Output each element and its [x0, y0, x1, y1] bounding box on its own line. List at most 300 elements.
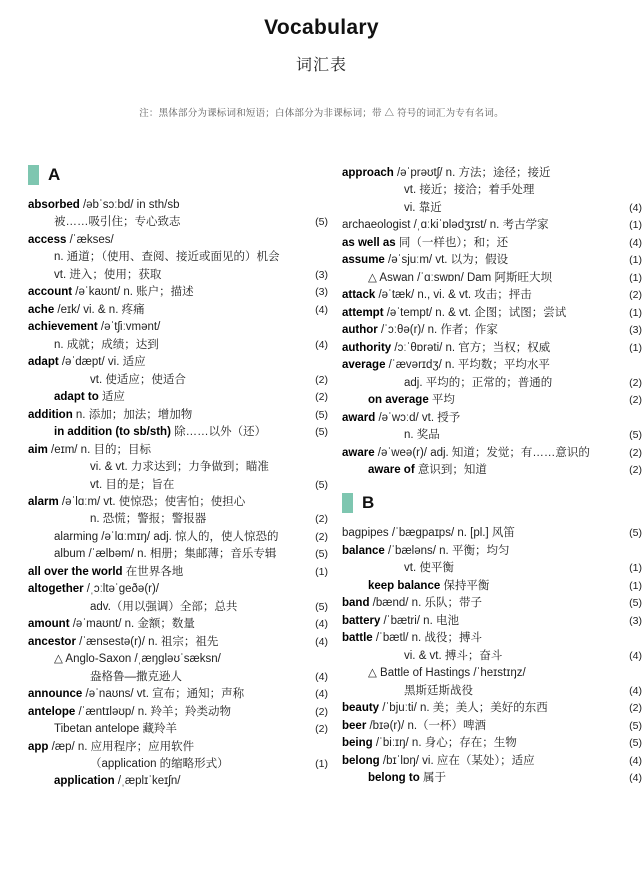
- entry-definition: /ˈækses/: [66, 233, 114, 246]
- entry-text: [342, 525, 620, 542]
- vocabulary-entry: [342, 305, 642, 322]
- entry-headword: belong: [342, 754, 380, 767]
- entry-text: [90, 599, 306, 616]
- entry-definition: /əbˈsɔːbd/ in sth/sb: [79, 199, 180, 211]
- entry-definition: 属于: [419, 772, 446, 784]
- entry-unit-number: (1): [629, 579, 642, 592]
- entry-definition: n. 添加；加法；增加物: [72, 408, 193, 421]
- entry-headword: award: [342, 411, 376, 424]
- entry-definition: 适应: [98, 391, 125, 404]
- entry-headword: absorbed: [28, 199, 80, 211]
- entry-text: [54, 337, 306, 354]
- entry-definition: album /ˈælbəm/ n. 相册；集邮薄；音乐专辑: [54, 548, 277, 561]
- entry-definition: n. 通道；（使用、查阅、接近或面见的）机会: [54, 251, 280, 264]
- entry-definition: /eɪm/ n. 目的；目标: [47, 443, 151, 456]
- entry-text: [90, 756, 306, 773]
- vocabulary-entry: [28, 197, 328, 214]
- entry-headword: altogether: [28, 583, 84, 596]
- entry-unit-number: (4): [629, 684, 642, 697]
- entry-text: [28, 581, 306, 598]
- entry-definition: △ Aswan /ˈɑːswɒn/ Dam 阿斯旺大坝: [368, 271, 552, 284]
- vocabulary-entry: [342, 770, 642, 787]
- entry-definition: /bɪə(r)/ n.（一杯）啤酒: [366, 719, 487, 732]
- entry-definition: /əˈsjuːm/ vt. 以为；假设: [384, 254, 509, 267]
- entry-definition: △ Battle of Hastings /ˈheɪstɪŋz/: [368, 667, 526, 680]
- section-letter: A: [48, 165, 61, 184]
- vocabulary-entry: [342, 427, 642, 444]
- vocabulary-entry: [342, 410, 642, 427]
- entry-headword: keep balance: [368, 579, 441, 592]
- entry-definition: alarming /əˈlɑːmɪŋ/ adj. 惊人的，使人惊恐的: [54, 530, 279, 543]
- entry-unit-number: (5): [629, 719, 642, 732]
- entry-text: [28, 634, 306, 651]
- vocabulary-entry: [28, 581, 328, 598]
- entry-definition: vt. 使适应；使适合: [90, 373, 186, 386]
- vocabulary-entry: [28, 214, 328, 231]
- vocabulary-entry: [28, 354, 328, 371]
- vocabulary-entry: [342, 200, 642, 217]
- entry-text: [404, 200, 620, 217]
- vocabulary-entry: [342, 648, 642, 665]
- entry-headword: ache: [28, 303, 55, 316]
- vocabulary-entry: [28, 651, 328, 668]
- entry-headword: alarm: [28, 495, 59, 508]
- entry-definition: 黑斯廷斯战役: [404, 684, 473, 697]
- entry-headword: band: [342, 597, 370, 610]
- entry-headword: attack: [342, 289, 376, 302]
- entry-headword: all over the world: [28, 565, 123, 578]
- entry-text: [54, 529, 306, 546]
- entry-definition: /ˈænsestə(r)/ n. 祖宗；祖先: [75, 635, 219, 648]
- entry-unit-number: (2): [315, 705, 328, 718]
- vocabulary-entry: [342, 392, 642, 409]
- entry-definition: 保持平衡: [440, 579, 490, 592]
- vocabulary-entry: [342, 525, 642, 542]
- vocabulary-entry: [342, 322, 642, 339]
- vocabulary-entry: [342, 235, 642, 252]
- column-left: [28, 165, 328, 791]
- vocabulary-entry: [342, 287, 642, 304]
- vocabulary-entry: [28, 529, 328, 546]
- entry-headword: beauty: [342, 702, 380, 715]
- entry-definition: /eɪk/ vi. & n. 疼痛: [54, 303, 145, 316]
- entry-text: [342, 217, 620, 234]
- entry-text: [368, 770, 620, 787]
- entry-text: [404, 683, 620, 700]
- vocabulary-entry: [28, 546, 328, 563]
- entry-unit-number: (2): [629, 463, 642, 476]
- vocabulary-entry: [342, 578, 642, 595]
- entry-text: [28, 319, 306, 336]
- vocabulary-entry: [28, 319, 328, 336]
- entry-unit-number: (1): [629, 254, 642, 267]
- entry-text: [54, 424, 306, 441]
- vocabulary-entry: [28, 704, 328, 721]
- entry-text: [54, 773, 306, 790]
- entry-unit-number: (2): [629, 289, 642, 302]
- entry-unit-number: (2): [315, 530, 328, 543]
- entry-headword: access: [28, 233, 67, 246]
- entry-unit-number: (2): [315, 391, 328, 404]
- entry-definition: /ɔːˈθɒrəti/ n. 官方；当权；权威: [391, 341, 551, 354]
- entry-unit-number: (2): [315, 373, 328, 386]
- entry-unit-number: (5): [315, 426, 328, 439]
- entry-unit-number: (3): [629, 324, 642, 337]
- entry-unit-number: (5): [629, 737, 642, 750]
- vocabulary-entry: [342, 217, 642, 234]
- entry-unit-number: (2): [629, 446, 642, 459]
- entry-definition: vi. & vt. 搏斗；奋斗: [404, 649, 503, 662]
- vocabulary-entry: [342, 700, 642, 717]
- vocabulary-entry: [28, 721, 328, 738]
- entry-text: [342, 700, 620, 717]
- entry-headword: battery: [342, 614, 381, 627]
- entry-unit-number: (5): [315, 548, 328, 561]
- entry-text: [54, 249, 306, 266]
- entry-definition: 除……以外（还）: [170, 426, 267, 439]
- entry-definition: /əˈmaʊnt/ n. 金额；数量: [69, 618, 195, 631]
- entry-headword: app: [28, 740, 49, 753]
- page-subtitle: 词汇表: [295, 57, 347, 74]
- entry-definition: /ˈæntɪləʊp/ n. 羚羊；羚类动物: [75, 705, 231, 718]
- entry-text: [28, 442, 306, 459]
- entry-unit-number: (5): [315, 600, 328, 613]
- entry-text: [368, 578, 620, 595]
- entry-headword: average: [342, 359, 386, 372]
- entry-text: [342, 445, 620, 462]
- vocabulary-entry: [342, 340, 642, 357]
- vocabulary-entry: [28, 616, 328, 633]
- entry-definition: /ˈbæləns/ n. 平衡；均匀: [384, 544, 510, 557]
- entry-headword: adapt: [28, 356, 59, 369]
- entry-definition: /əˈwɔːd/ vt. 授予: [375, 411, 461, 424]
- entry-unit-number: (2): [629, 376, 642, 389]
- vocabulary-entry: [342, 560, 642, 577]
- entry-text: [54, 389, 306, 406]
- entry-list-right-b: [342, 525, 642, 787]
- entry-unit-number: (5): [315, 216, 328, 229]
- section-marker-icon: [28, 165, 39, 185]
- entry-definition: /əˈtæk/ n., vi. & vt. 攻击；抨击: [375, 289, 532, 302]
- entry-unit-number: (4): [315, 618, 328, 631]
- entry-text: [342, 735, 620, 752]
- entry-definition: /ˈbætri/ n. 电池: [380, 614, 459, 627]
- entry-headword: approach: [342, 167, 394, 179]
- vocabulary-entry: [342, 543, 642, 560]
- entry-headword: addition: [28, 408, 73, 421]
- entry-unit-number: (5): [315, 408, 328, 421]
- entry-text: [90, 669, 306, 686]
- vocabulary-entry: [28, 249, 328, 266]
- vocabulary-entry: [28, 389, 328, 406]
- entry-unit-number: (5): [629, 429, 642, 442]
- vocabulary-entry: [342, 182, 642, 199]
- entry-text: [404, 560, 620, 577]
- entry-text: [342, 543, 620, 560]
- entry-headword: authority: [342, 341, 392, 354]
- entry-text: [342, 410, 620, 427]
- entry-text: [342, 595, 620, 612]
- entry-text: [28, 354, 306, 371]
- entry-definition: /ˈævərɪdʒ/ n. 平均数；平均水平: [385, 359, 550, 372]
- entry-unit-number: (5): [315, 478, 328, 491]
- entry-text: [28, 494, 306, 511]
- entry-unit-number: (4): [315, 303, 328, 316]
- entry-text: [28, 739, 306, 756]
- entry-definition: vt. 目的是；旨在: [90, 478, 175, 491]
- entry-unit-number: (1): [629, 341, 642, 354]
- entry-unit-number: (4): [629, 236, 642, 249]
- entry-definition: 平均: [428, 394, 455, 407]
- entry-unit-number: (4): [315, 635, 328, 648]
- entry-text: [342, 252, 620, 269]
- entry-headword: beer: [342, 719, 367, 732]
- entry-text: [28, 686, 306, 703]
- vocabulary-entry: [342, 165, 642, 182]
- entry-definition: adv.（用以强调）全部；总共: [90, 600, 238, 613]
- entry-unit-number: (2): [315, 723, 328, 736]
- entry-definition: /əˈkaʊnt/ n. 账户；描述: [72, 286, 194, 299]
- vocabulary-entry: [28, 634, 328, 651]
- entry-text: [342, 753, 620, 770]
- vocabulary-entry: [342, 252, 642, 269]
- vocabulary-entry: [28, 337, 328, 354]
- entry-text: [342, 305, 620, 322]
- entry-definition: /əˈtʃiːvmənt/: [97, 321, 161, 334]
- entry-unit-number: (4): [629, 772, 642, 784]
- entry-headword: amount: [28, 618, 70, 631]
- entry-definition: vi. 靠近: [404, 201, 442, 214]
- entry-headword: aware of: [368, 463, 415, 476]
- entry-text: [368, 462, 620, 479]
- entry-headword: ancestor: [28, 635, 76, 648]
- entry-definition: n. 成就；成绩；达到: [54, 338, 159, 351]
- entry-text: [28, 302, 306, 319]
- vocabulary-entry: [28, 372, 328, 389]
- entry-unit-number: (3): [629, 614, 642, 627]
- entry-definition: /əˈdæpt/ vi. 适应: [58, 356, 146, 369]
- entry-text: [342, 322, 620, 339]
- vocabulary-entry: [28, 599, 328, 616]
- entry-definition: 在世界各地: [122, 565, 184, 578]
- entry-text: [54, 546, 306, 563]
- entry-text: [342, 235, 620, 252]
- entry-definition: 被……吸引住；专心致志: [54, 216, 181, 229]
- entry-definition: /ˌæplɪˈkeɪʃn/: [114, 775, 181, 788]
- entry-definition: vi. & vt. 力求达到；力争做到；瞄准: [90, 461, 269, 474]
- entry-headword: assume: [342, 254, 385, 267]
- vocabulary-entry: [28, 302, 328, 319]
- entry-text: [368, 665, 620, 682]
- entry-definition: /əˈlɑːm/ vt. 使惊恐；使害怕；使担心: [58, 495, 246, 508]
- entry-definition: 盎格鲁—撒克逊人: [90, 670, 182, 683]
- vocabulary-entry: [342, 613, 642, 630]
- vocabulary-page: [0, 16, 643, 894]
- vocabulary-entry: [342, 357, 642, 374]
- entry-definition: archaeologist /ˌɑːkiˈɒlədʒɪst/ n. 考古学家: [342, 219, 549, 232]
- vocabulary-entry: [28, 686, 328, 703]
- entry-unit-number: (2): [315, 513, 328, 526]
- entry-text: [404, 375, 620, 392]
- entry-unit-number: (4): [315, 688, 328, 701]
- entry-text: [368, 270, 620, 287]
- vocabulary-entry: [28, 494, 328, 511]
- entry-text: [90, 459, 306, 476]
- entry-headword: antelope: [28, 705, 76, 718]
- vocabulary-entry: [28, 459, 328, 476]
- entry-text: [342, 357, 620, 374]
- vocabulary-entry: [28, 669, 328, 686]
- entry-headword: being: [342, 737, 373, 750]
- entry-headword: as well as: [342, 236, 396, 249]
- entry-text: [28, 284, 306, 301]
- entry-unit-number: (2): [629, 394, 642, 407]
- vocabulary-entry: [28, 232, 328, 249]
- entry-definition: /əˈprəʊtʃ/ n. 方法；途径；接近: [393, 167, 551, 179]
- entry-definition: /əˈnaʊns/ vt. 宣布；通知；声称: [82, 688, 245, 701]
- entry-text: [90, 372, 306, 389]
- legend-note: 注：黑体部分为课标词和短语；白体部分为非课标词；带 △ 符号的词汇为专有名词。: [139, 108, 504, 119]
- entry-text: [90, 477, 306, 494]
- entry-definition: /əˈweə(r)/ adj. 知道；发觉；有……意识的: [374, 446, 590, 459]
- entry-text: [342, 630, 620, 647]
- entry-unit-number: (4): [315, 338, 328, 351]
- entry-headword: achievement: [28, 321, 98, 334]
- vocabulary-entry: [28, 756, 328, 773]
- entry-unit-number: (1): [629, 219, 642, 232]
- vocabulary-entry: [342, 270, 642, 287]
- entry-headword: aim: [28, 443, 48, 456]
- vocabulary-entry: [28, 564, 328, 581]
- entry-unit-number: (5): [629, 527, 642, 540]
- entry-headword: belong to: [368, 772, 420, 784]
- vocabulary-entry: [342, 665, 642, 682]
- entry-definition: 意识到；知道: [414, 463, 487, 476]
- vocabulary-entry: [28, 477, 328, 494]
- entry-definition: vt. 进入；使用；获取: [54, 268, 162, 281]
- vocabulary-entry: [28, 424, 328, 441]
- entry-definition: （application 的缩略形式）: [90, 758, 229, 770]
- entry-definition: vt. 使平衡: [404, 562, 454, 575]
- entry-text: [28, 616, 306, 633]
- vocabulary-entry: [28, 284, 328, 301]
- entry-unit-number: (2): [629, 702, 642, 715]
- entry-unit-number: (3): [315, 286, 328, 299]
- entry-headword: in addition (to sb/sth): [54, 426, 171, 439]
- columns-container: [0, 165, 643, 791]
- vocabulary-entry: [342, 718, 642, 735]
- vocabulary-entry: [28, 267, 328, 284]
- entry-definition: n. 奖品: [404, 429, 440, 442]
- entry-unit-number: (1): [629, 562, 642, 575]
- entry-unit-number: (1): [629, 271, 642, 284]
- entry-headword: announce: [28, 688, 83, 701]
- entry-unit-number: (1): [315, 565, 328, 578]
- vocabulary-entry: [342, 735, 642, 752]
- entry-unit-number: (1): [315, 758, 328, 770]
- entry-list-left: [28, 197, 328, 791]
- entry-text: [342, 165, 620, 182]
- entry-text: [28, 704, 306, 721]
- entry-definition: /ˈɔːθə(r)/ n. 作者；作家: [377, 324, 498, 337]
- vocabulary-entry: [28, 773, 328, 790]
- entry-headword: balance: [342, 544, 385, 557]
- entry-text: [368, 392, 620, 409]
- entry-unit-number: (4): [315, 670, 328, 683]
- entry-headword: application: [54, 775, 115, 788]
- section-header-b: [342, 493, 642, 513]
- entry-definition: /bɪˈlɒŋ/ vi. 应在（某处）；适应: [379, 754, 535, 767]
- vocabulary-entry: [342, 445, 642, 462]
- entry-headword: on average: [368, 394, 429, 407]
- section-letter: B: [362, 493, 375, 513]
- vocabulary-entry: [28, 511, 328, 528]
- entry-text: [342, 340, 620, 357]
- entry-headword: author: [342, 324, 378, 337]
- entry-text: [54, 721, 306, 738]
- entry-definition: /əˈtempt/ n. & vt. 企图；试图；尝试: [383, 306, 567, 319]
- entry-definition: n. 恐慌；警报；警报器: [90, 513, 207, 526]
- page-title: Vocabulary: [264, 16, 379, 39]
- vocabulary-entry: [28, 739, 328, 756]
- section-header-a: [28, 165, 328, 185]
- entry-text: [342, 613, 620, 630]
- entry-text: [28, 232, 306, 249]
- entry-text: [404, 648, 620, 665]
- entry-text: [28, 197, 306, 214]
- entry-unit-number: (4): [629, 754, 642, 767]
- vocabulary-entry: [28, 442, 328, 459]
- entry-text: [90, 511, 306, 528]
- vocabulary-entry: [342, 630, 642, 647]
- entry-headword: account: [28, 286, 73, 299]
- entry-text: [404, 182, 620, 199]
- entry-definition: /ˈbiːɪŋ/ n. 身心；存在；生物: [372, 737, 517, 750]
- entry-text: [54, 651, 306, 668]
- vocabulary-entry: [342, 683, 642, 700]
- entry-definition: 同（一样也）；和；还: [395, 236, 509, 249]
- entry-list-right-a: [342, 165, 642, 479]
- vocabulary-entry: [342, 375, 642, 392]
- entry-definition: /ˈbjuːti/ n. 美；美人；美好的东西: [379, 702, 548, 715]
- entry-headword: aware: [342, 446, 375, 459]
- entry-unit-number: (4): [629, 649, 642, 662]
- entry-text: [28, 407, 306, 424]
- entry-unit-number: (3): [315, 268, 328, 281]
- entry-definition: /æp/ n. 应用程序；应用软件: [48, 740, 195, 753]
- entry-headword: battle: [342, 632, 373, 645]
- vocabulary-entry: [28, 407, 328, 424]
- vocabulary-entry: [342, 595, 642, 612]
- entry-text: [54, 214, 306, 231]
- entry-headword: adapt to: [54, 391, 99, 404]
- entry-definition: /bænd/ n. 乐队；带子: [369, 597, 482, 610]
- vocabulary-entry: [342, 753, 642, 770]
- entry-definition: vt. 接近；接洽；着手处理: [404, 184, 535, 197]
- entry-definition: adj. 平均的；正常的；普通的: [404, 376, 553, 389]
- entry-unit-number: (1): [629, 306, 642, 319]
- entry-definition: △ Anglo-Saxon /ˌæŋɡləʊˈsæksn/: [54, 653, 221, 666]
- vocabulary-entry: [342, 462, 642, 479]
- entry-definition: /ˌɔːltəˈɡeðə(r)/: [83, 583, 160, 596]
- column-right: [342, 165, 642, 791]
- entry-text: [404, 427, 620, 444]
- section-marker-icon: [342, 493, 353, 513]
- entry-unit-number: (5): [629, 597, 642, 610]
- entry-text: [54, 267, 306, 284]
- entry-definition: Tibetan antelope 藏羚羊: [54, 723, 177, 736]
- entry-headword: attempt: [342, 306, 384, 319]
